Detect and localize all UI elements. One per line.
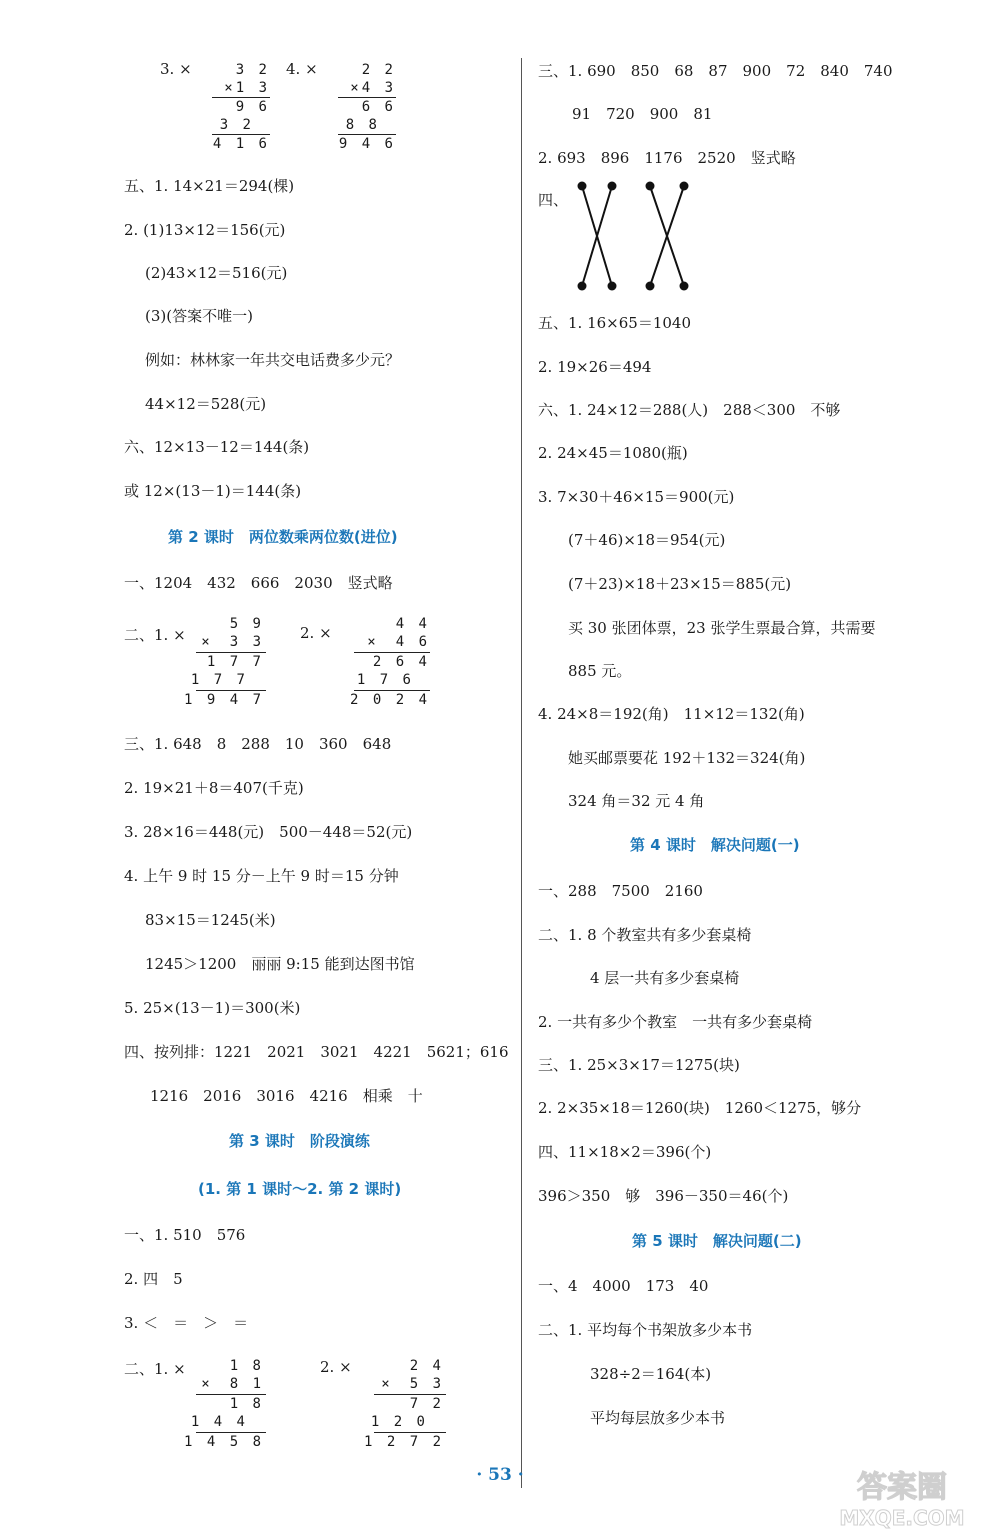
bullet: · [476,1465,483,1485]
answer-line: 一、1. 510 576 [124,1226,246,1244]
answer-line: 4. 上午 9 时 15 分－上午 9 时＝15 分钟 [124,867,399,885]
answer-line: 四、11×18×2＝396(个) [538,1143,712,1161]
calc-multiplicand: 4 4 [395,616,430,632]
answer-line: 4 层一共有多少套桌椅 [590,969,740,987]
answer-line: 328÷2＝164(本) [590,1365,712,1383]
dot [578,282,587,291]
calc-multiplier: ×1 3 [224,80,270,96]
answer-line: 二、1. 8 个教室共有多少套桌椅 [538,926,752,944]
page-number-text: 53 [488,1465,512,1485]
answer-line: 例如：林林家一年共交电话费多少元？ [145,351,401,369]
calc-multiplier: ×4 3 [350,80,396,96]
calc-rule [212,134,270,135]
calc-label: 2. × [320,1358,352,1376]
answer-line: 一、1204 432 666 2030 竖式略 [124,574,393,592]
calc-rule [374,1432,446,1433]
section-heading: 第 5 课时 解决问题(二) [632,1232,802,1250]
answer-line: 5. 25×(13－1)＝300(米) [124,999,301,1017]
answer-line: 三、1. 648 8 288 10 360 648 [124,735,392,753]
answer-line: 2. 24×45＝1080(瓶) [538,444,688,462]
dot [646,182,655,191]
calc-multiplicand: 5 9 [229,616,264,632]
calc-result: 9 4 6 [338,136,396,152]
bullet: · [517,1465,524,1485]
dot [646,282,655,291]
answer-line: 396＞350 够 396－350＝46(个) [538,1187,789,1205]
section-heading: 第 2 课时 两位数乘两位数(进位) [168,528,398,546]
watermark-top-text: 答案圈 [857,1470,947,1505]
calc-partial-2: 8 8 [345,117,380,133]
answer-line: 2. 一共有多少个教室 一共有多少套桌椅 [538,1013,813,1031]
answer-line: 1245＞1200 丽丽 9:15 能到达图书馆 [145,955,415,973]
answer-line: 1216 2016 3016 4216 相乘 十 [150,1087,423,1105]
answer-line: 六、12×13－12＝144(条) [124,438,310,456]
section-heading: 第 4 课时 解决问题(一) [630,836,800,854]
answer-line: 五、1. 16×65＝1040 [538,314,691,332]
answer-line: 六、1. 24×12＝288(人) 288＜300 不够 [538,401,841,419]
calc-rule [374,1394,446,1395]
vertical-calc [300,614,450,714]
answer-line: 三、1. 25×3×17＝1275(块) [538,1056,740,1074]
column-divider [521,58,522,1488]
answer-line: 一、4 4000 173 40 [538,1277,709,1295]
calc-rule [354,652,430,653]
dot [680,182,689,191]
section-heading: 第 3 课时 阶段演练 [229,1132,370,1150]
calc-partial-1: 6 6 [361,99,396,115]
calc-multiplicand: 2 2 [361,62,396,78]
calc-multiplicand: 2 4 [409,1358,444,1374]
answer-line: (3)(答案不唯一) [145,307,253,325]
answer-line: 2. 19×21＋8＝407(千克) [124,779,304,797]
vertical-calc [124,1356,274,1456]
calc-partial-1: 2 6 4 [372,654,430,670]
calc-multiplier: × 3 3 [201,634,264,650]
calc-partial-2: 1 7 7 [190,672,248,688]
answer-line: (2)43×12＝516(元) [145,264,288,282]
calc-rule [338,134,396,135]
answer-line: 44×12＝528(元) [145,395,267,413]
answer-line: 平均每层放多少本书 [590,1409,726,1427]
answer-line: 2. (1)13×12＝156(元) [124,221,286,239]
answer-line: 885 元。 [568,662,632,680]
answer-line: 2. 2×35×18＝1260(块) 1260＜1275，够分 [538,1099,862,1117]
calc-rule [212,97,270,98]
calc-result: 4 1 6 [212,136,270,152]
calc-partial-2: 1 2 0 [370,1414,428,1430]
answer-line: 91 720 900 81 [572,105,713,123]
calc-rule [196,652,266,653]
calc-multiplier: × 4 6 [367,634,430,650]
answer-line: 或 12×(13－1)＝144(条) [124,482,302,500]
calc-label: 4. × [286,60,318,78]
dot [608,282,617,291]
answer-line: 五、1. 14×21＝294(棵) [124,177,295,195]
calc-multiplier: × 5 3 [381,1376,444,1392]
calc-partial-1: 9 6 [235,99,270,115]
answer-line: 三、1. 690 850 68 87 900 72 840 740 [538,62,893,80]
calc-partial-2: 1 4 4 [190,1414,248,1430]
calc-rule [196,690,266,691]
calc-rule [196,1394,266,1395]
vertical-calc [286,60,406,155]
dot [608,182,617,191]
calc-result: 1 9 4 7 [184,692,265,708]
calc-partial-2: 1 7 6 [356,672,414,688]
calc-multiplicand: 3 2 [235,62,270,78]
calc-partial-2: 3 2 [219,117,254,133]
calc-rule [338,97,396,98]
calc-label: 3. × [160,60,192,78]
dot [578,182,587,191]
answer-line: 3. 28×16＝448(元) 500－448＝52(元) [124,823,413,841]
calc-result: 2 0 2 4 [350,692,431,708]
answer-line: 2. 四 5 [124,1270,183,1288]
calc-result: 1 4 5 8 [184,1434,265,1450]
watermark-bottom-text: MXQE.COM [839,1506,965,1530]
calc-partial-1: 7 2 [409,1396,444,1412]
calc-result: 1 2 7 2 [364,1434,445,1450]
calc-label: 二、1. × [124,626,186,644]
watermark-logo [812,1461,992,1531]
answer-line: 四、按列排：1221 2021 3021 4221 5621；616 [124,1043,509,1061]
calc-label: 2. × [300,624,332,642]
answer-line: 一、288 7500 2160 [538,882,703,900]
vertical-calc [160,60,280,155]
answer-line: 324 角＝32 元 4 角 [568,792,705,810]
calc-label: 二、1. × [124,1360,186,1378]
answer-line: 2. 19×26＝494 [538,358,652,376]
answer-line: 83×15＝1245(米) [145,911,276,929]
answer-line: (7＋46)×18＝954(元) [568,531,726,549]
vertical-calc [124,614,274,714]
answer-line: 二、1. 平均每个书架放多少本书 [538,1321,753,1339]
dot [680,282,689,291]
answer-line: 买 30 张团体票，23 张学生票最合算，共需要 [568,619,876,637]
answer-line: 3. 7×30＋46×15＝900(元) [538,488,735,506]
section-subheading: (1. 第 1 课时～2. 第 2 课时) [198,1180,402,1198]
calc-rule [354,690,430,691]
calc-partial-1: 1 7 7 [206,654,264,670]
calc-rule [196,1432,266,1433]
answer-line: 2. 693 896 1176 2520 竖式略 [538,149,796,167]
answer-line: (7＋23)×18＋23×15＝885(元) [568,575,792,593]
matching-lines-diagram [572,178,702,296]
answer-line: 3. ＜ ＝ ＞ ＝ [124,1314,249,1332]
calc-multiplicand: 1 8 [229,1358,264,1374]
calc-partial-1: 1 8 [229,1396,264,1412]
vertical-calc [320,1356,470,1456]
answer-line: 4. 24×8＝192(角) 11×12＝132(角) [538,705,805,723]
answer-line-label: 四、 [538,191,569,209]
calc-multiplier: × 8 1 [201,1376,264,1392]
answer-line: 她买邮票要花 192＋132＝324(角) [568,749,806,767]
